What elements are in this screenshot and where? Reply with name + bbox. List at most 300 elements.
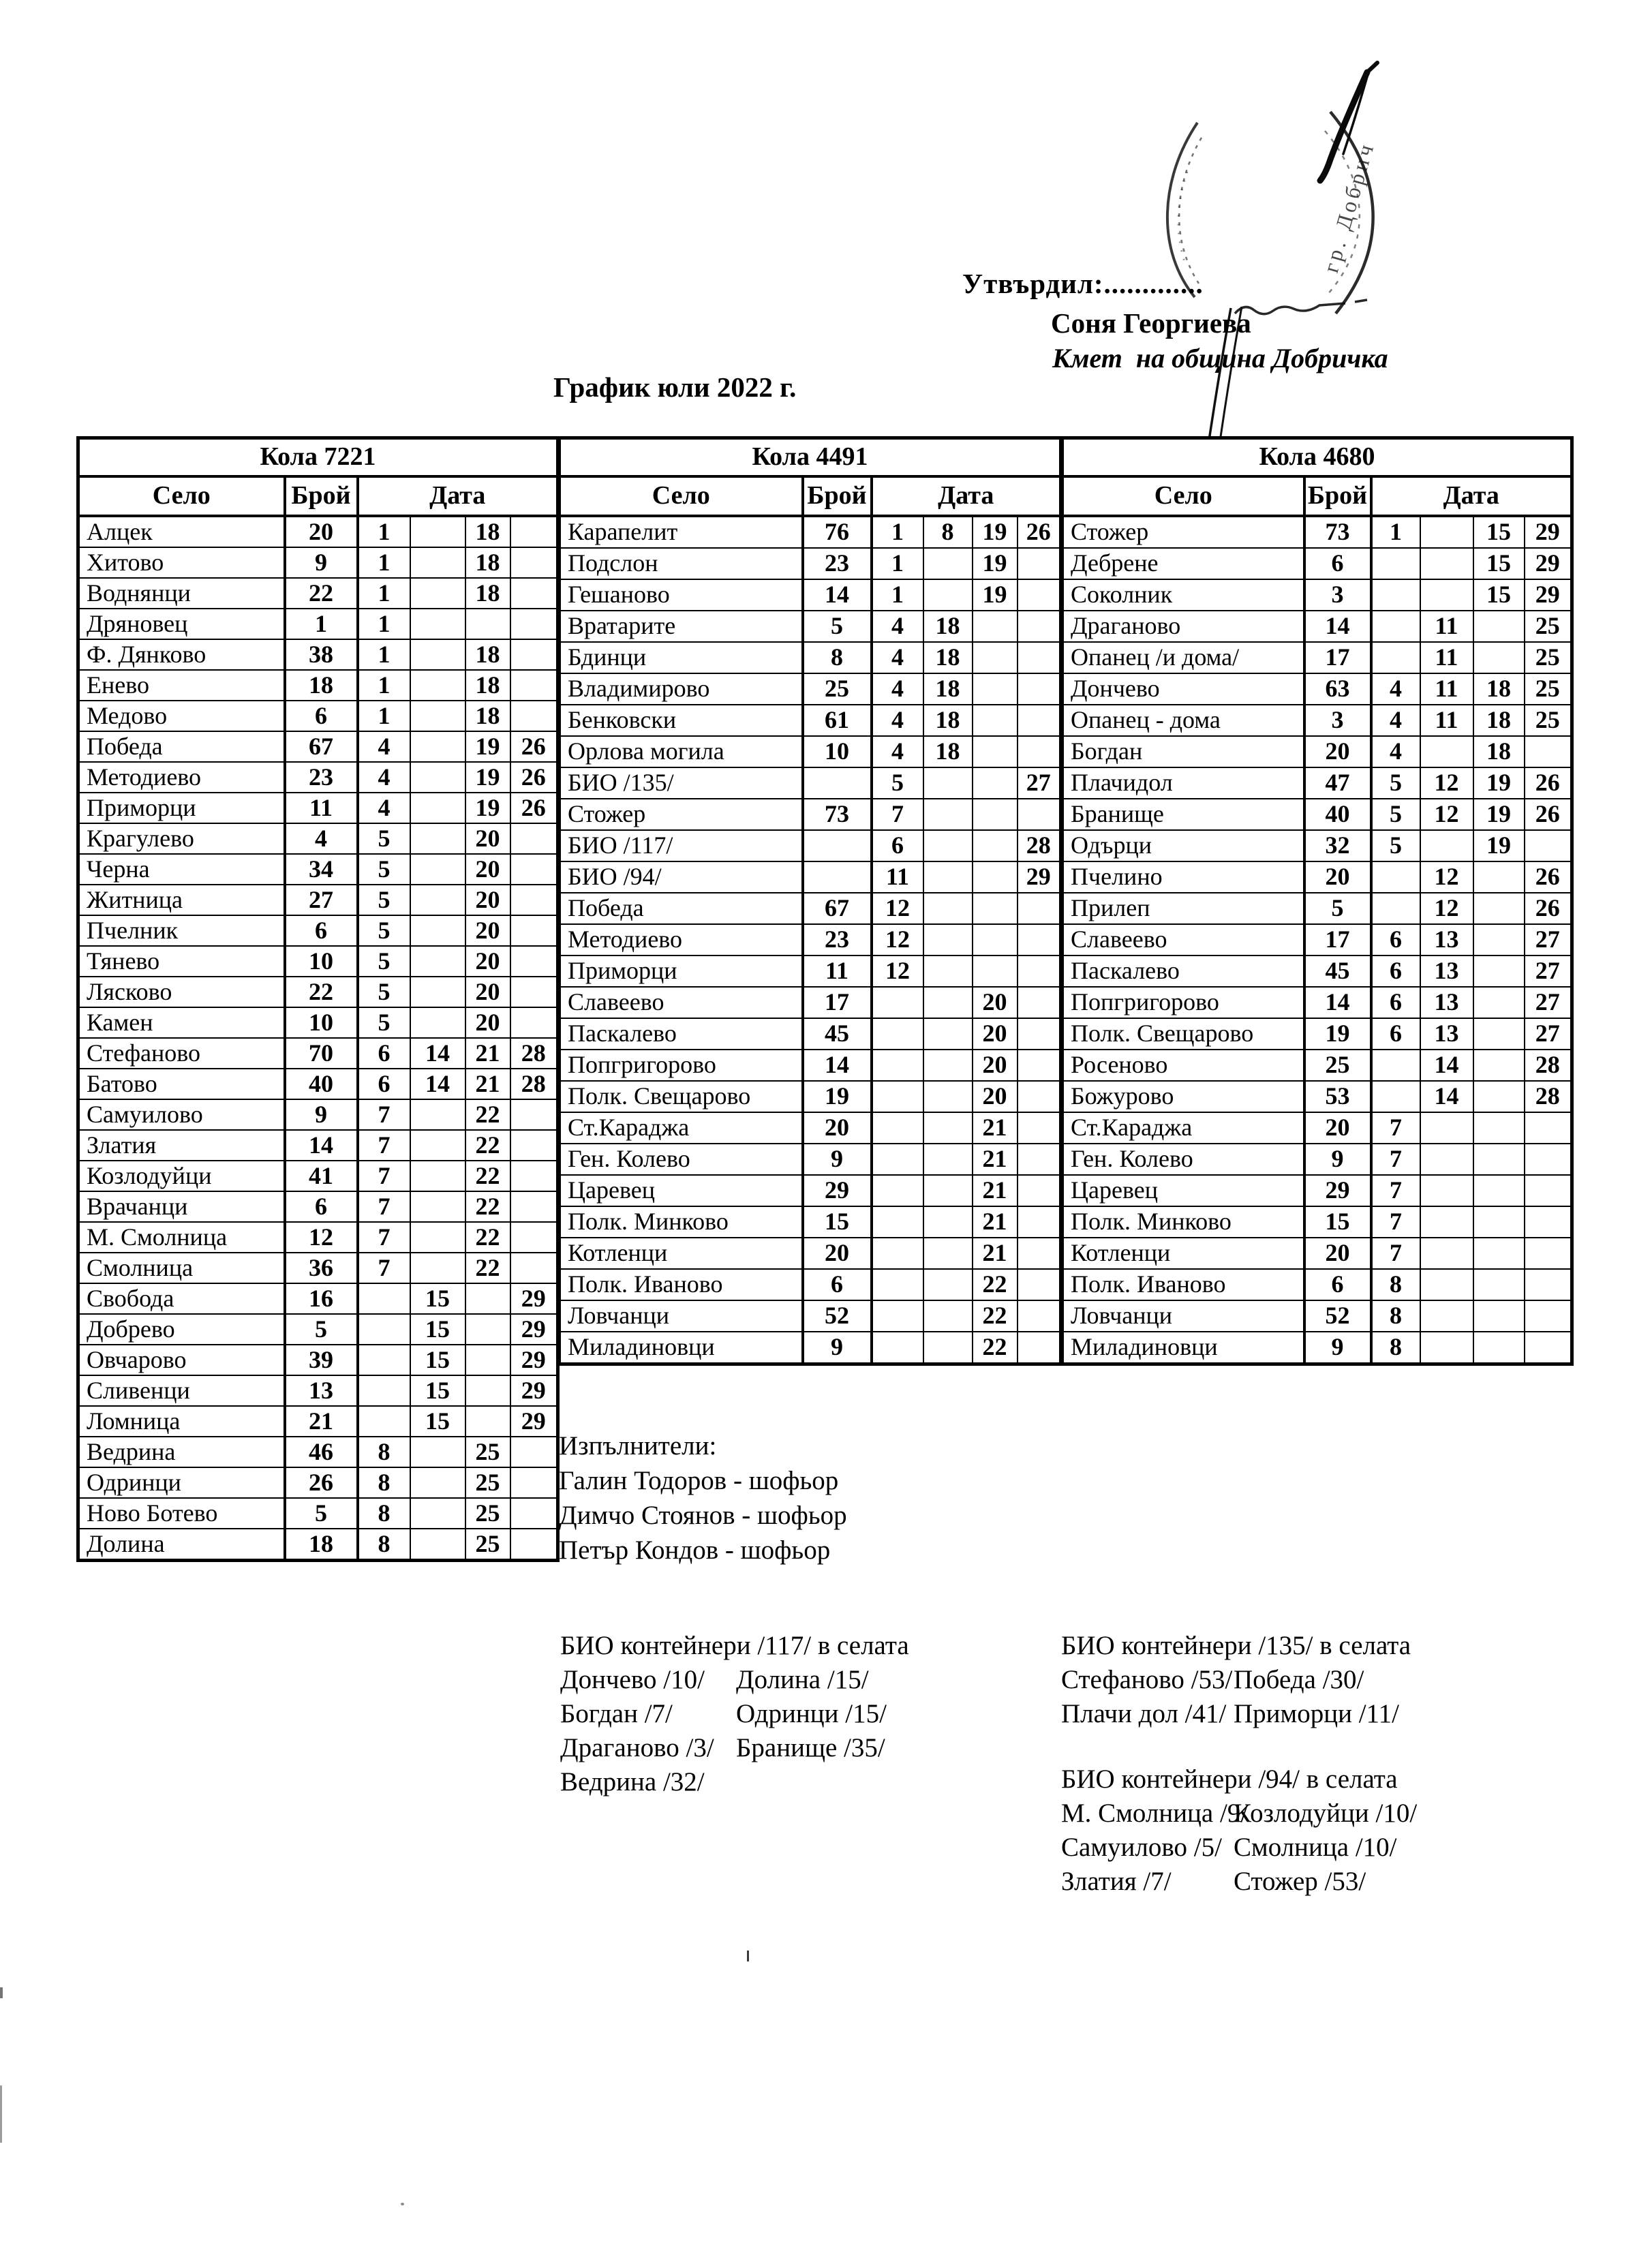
date-cell: 29 bbox=[510, 1406, 558, 1437]
bio-block-heading: БИО контейнери /135/ в селата bbox=[1061, 1631, 1411, 1660]
date-cell: 1 bbox=[872, 516, 923, 548]
date-cell bbox=[1420, 1112, 1473, 1144]
date-cell: 18 bbox=[923, 705, 973, 736]
date-cell bbox=[923, 830, 973, 861]
scan-edge-artifact bbox=[0, 2085, 2, 2143]
date-cell bbox=[1473, 611, 1525, 642]
date-cell bbox=[973, 642, 1018, 673]
village-cell: Паскалево bbox=[1062, 956, 1304, 987]
date-cell: 4 bbox=[358, 731, 410, 762]
table-row bbox=[560, 1081, 1061, 1112]
village-cell: Батово bbox=[78, 1069, 285, 1099]
page-title: График юли 2022 г. bbox=[553, 371, 797, 403]
village-cell: БИО /117/ bbox=[560, 830, 803, 861]
table-row bbox=[78, 1529, 558, 1561]
table-row bbox=[78, 1314, 558, 1345]
count-cell: 23 bbox=[803, 924, 872, 956]
village-cell: Свобода bbox=[78, 1283, 285, 1314]
date-cell bbox=[410, 1099, 465, 1130]
bio-village-item: Смолница /10/ bbox=[1234, 1833, 1397, 1862]
date-cell bbox=[1018, 1081, 1061, 1112]
executor-item: Петър Кондов - шофьор bbox=[559, 1535, 831, 1565]
table-row bbox=[78, 1437, 558, 1467]
date-cell: 21 bbox=[465, 1069, 510, 1099]
date-cell: 4 bbox=[872, 673, 923, 705]
date-cell bbox=[872, 1112, 923, 1144]
date-cell: 28 bbox=[510, 1038, 558, 1069]
date-cell: 19 bbox=[465, 731, 510, 762]
date-cell bbox=[1473, 1238, 1525, 1269]
table-row bbox=[560, 830, 1061, 861]
date-cell: 18 bbox=[1473, 705, 1525, 736]
date-cell bbox=[1473, 1300, 1525, 1332]
date-cell: 20 bbox=[465, 946, 510, 977]
count-cell: 9 bbox=[1304, 1332, 1371, 1364]
date-cell: 20 bbox=[973, 1081, 1018, 1112]
date-cell: 7 bbox=[1371, 1175, 1420, 1206]
date-cell bbox=[410, 762, 465, 793]
car-label: Кола 4680 bbox=[1062, 438, 1572, 477]
date-cell bbox=[872, 1206, 923, 1238]
date-cell: 25 bbox=[465, 1498, 510, 1529]
table-row bbox=[1062, 1269, 1572, 1300]
column-header-date: Дата bbox=[358, 476, 558, 516]
table-row bbox=[78, 793, 558, 823]
count-cell: 34 bbox=[285, 854, 358, 885]
date-cell: 6 bbox=[358, 1069, 410, 1099]
count-cell: 22 bbox=[285, 578, 358, 609]
table-row bbox=[78, 1161, 558, 1191]
table-row bbox=[1062, 830, 1572, 861]
date-cell: 21 bbox=[973, 1175, 1018, 1206]
village-cell: Полк. Иваново bbox=[560, 1269, 803, 1300]
village-cell: Пчелник bbox=[78, 915, 285, 946]
bio-village-item: М. Смолница /9/ bbox=[1061, 1799, 1249, 1828]
date-cell bbox=[510, 670, 558, 701]
village-cell: Котленци bbox=[560, 1238, 803, 1269]
village-cell: Медово bbox=[78, 701, 285, 731]
date-cell bbox=[1473, 1269, 1525, 1300]
date-cell: 7 bbox=[358, 1130, 410, 1161]
date-cell bbox=[358, 1406, 410, 1437]
table-row bbox=[560, 1175, 1061, 1206]
date-cell bbox=[1018, 1300, 1061, 1332]
date-cell bbox=[973, 830, 1018, 861]
village-cell: Методиево bbox=[78, 762, 285, 793]
date-cell: 1 bbox=[358, 639, 410, 670]
village-cell: Царевец bbox=[1062, 1175, 1304, 1206]
village-cell: Воднянци bbox=[78, 578, 285, 609]
date-cell bbox=[465, 1406, 510, 1437]
table-row bbox=[560, 705, 1061, 736]
table-row bbox=[1062, 1081, 1572, 1112]
date-cell bbox=[1018, 1112, 1061, 1144]
village-cell: Ломница bbox=[78, 1406, 285, 1437]
date-cell: 22 bbox=[465, 1222, 510, 1253]
date-cell: 5 bbox=[358, 823, 410, 854]
count-cell: 9 bbox=[803, 1332, 872, 1364]
village-cell: Славеево bbox=[560, 987, 803, 1018]
date-cell bbox=[358, 1345, 410, 1375]
village-cell: Полк. Иваново bbox=[1062, 1269, 1304, 1300]
count-cell: 52 bbox=[803, 1300, 872, 1332]
count-cell: 13 bbox=[285, 1375, 358, 1406]
date-cell bbox=[1420, 579, 1473, 611]
table-row bbox=[78, 701, 558, 731]
count-cell: 67 bbox=[803, 893, 872, 924]
date-cell bbox=[923, 1144, 973, 1175]
date-cell: 8 bbox=[923, 516, 973, 548]
date-cell: 18 bbox=[923, 642, 973, 673]
date-cell bbox=[465, 1375, 510, 1406]
table-row bbox=[78, 915, 558, 946]
date-cell bbox=[872, 1332, 923, 1364]
date-cell: 6 bbox=[872, 830, 923, 861]
village-cell: М. Смолница bbox=[78, 1222, 285, 1253]
date-cell: 26 bbox=[510, 793, 558, 823]
date-cell bbox=[410, 547, 465, 578]
date-cell bbox=[973, 956, 1018, 987]
village-cell: Самуилово bbox=[78, 1099, 285, 1130]
approved-label: Утвърдил:............. bbox=[962, 268, 1204, 299]
date-cell bbox=[410, 701, 465, 731]
count-cell bbox=[803, 830, 872, 861]
date-cell bbox=[1018, 1144, 1061, 1175]
date-cell: 26 bbox=[1525, 799, 1572, 830]
date-cell: 21 bbox=[973, 1112, 1018, 1144]
date-cell: 18 bbox=[923, 673, 973, 705]
date-cell: 25 bbox=[465, 1467, 510, 1498]
count-cell: 6 bbox=[285, 915, 358, 946]
village-cell: Миладиновци bbox=[560, 1332, 803, 1364]
date-cell: 28 bbox=[1525, 1081, 1572, 1112]
date-cell bbox=[973, 799, 1018, 830]
date-cell bbox=[973, 767, 1018, 799]
date-cell: 26 bbox=[510, 731, 558, 762]
table-row bbox=[78, 1038, 558, 1069]
date-cell: 19 bbox=[973, 548, 1018, 579]
count-cell: 20 bbox=[285, 516, 358, 547]
village-cell: Приморци bbox=[560, 956, 803, 987]
count-cell: 14 bbox=[803, 579, 872, 611]
date-cell bbox=[510, 1130, 558, 1161]
date-cell bbox=[1525, 830, 1572, 861]
count-cell: 36 bbox=[285, 1253, 358, 1283]
date-cell: 20 bbox=[465, 823, 510, 854]
table-row bbox=[1062, 893, 1572, 924]
column-header-village: Село bbox=[560, 476, 803, 516]
date-cell: 25 bbox=[465, 1437, 510, 1467]
table-row bbox=[560, 893, 1061, 924]
date-cell bbox=[510, 1253, 558, 1283]
date-cell: 22 bbox=[465, 1253, 510, 1283]
date-cell bbox=[410, 516, 465, 547]
village-cell: Одринци bbox=[78, 1467, 285, 1498]
count-cell: 23 bbox=[803, 548, 872, 579]
date-cell: 1 bbox=[872, 548, 923, 579]
date-cell: 12 bbox=[1420, 861, 1473, 893]
date-cell bbox=[410, 1253, 465, 1283]
village-cell: Соколник bbox=[1062, 579, 1304, 611]
count-cell: 21 bbox=[285, 1406, 358, 1437]
count-cell: 47 bbox=[1304, 767, 1371, 799]
count-cell: 39 bbox=[285, 1345, 358, 1375]
column-header-village: Село bbox=[1062, 476, 1304, 516]
village-cell: Миладиновци bbox=[1062, 1332, 1304, 1364]
stamp-right-icon bbox=[1318, 112, 1379, 314]
date-cell: 26 bbox=[1018, 516, 1061, 548]
date-cell bbox=[410, 946, 465, 977]
date-cell: 7 bbox=[1371, 1206, 1420, 1238]
column-header-date: Дата bbox=[1371, 476, 1572, 516]
table-row bbox=[560, 1018, 1061, 1050]
village-cell: Котленци bbox=[1062, 1238, 1304, 1269]
date-cell bbox=[1371, 1050, 1420, 1081]
count-cell: 38 bbox=[285, 639, 358, 670]
date-cell: 22 bbox=[465, 1130, 510, 1161]
date-cell bbox=[410, 1437, 465, 1467]
date-cell: 15 bbox=[1473, 579, 1525, 611]
count-cell: 20 bbox=[1304, 861, 1371, 893]
table-row bbox=[1062, 799, 1572, 830]
date-cell: 1 bbox=[358, 670, 410, 701]
table-row bbox=[560, 1300, 1061, 1332]
date-cell bbox=[410, 1007, 465, 1038]
table-row bbox=[560, 1112, 1061, 1144]
date-cell: 18 bbox=[465, 670, 510, 701]
table-row bbox=[78, 762, 558, 793]
village-cell: Гешаново bbox=[560, 579, 803, 611]
date-cell bbox=[1018, 956, 1061, 987]
village-cell: Златия bbox=[78, 1130, 285, 1161]
date-cell: 11 bbox=[1420, 705, 1473, 736]
date-cell: 21 bbox=[973, 1144, 1018, 1175]
table-row bbox=[78, 854, 558, 885]
count-cell: 29 bbox=[1304, 1175, 1371, 1206]
date-cell bbox=[1018, 548, 1061, 579]
date-cell bbox=[1473, 1206, 1525, 1238]
date-cell: 5 bbox=[1371, 767, 1420, 799]
table-row bbox=[1062, 1332, 1572, 1364]
table-row bbox=[560, 736, 1061, 767]
date-cell: 20 bbox=[973, 1018, 1018, 1050]
date-cell bbox=[1525, 1269, 1572, 1300]
village-cell: Плачидол bbox=[1062, 767, 1304, 799]
village-cell: Приморци bbox=[78, 793, 285, 823]
table-row bbox=[560, 516, 1061, 548]
table-row bbox=[1062, 548, 1572, 579]
date-cell: 27 bbox=[1525, 1018, 1572, 1050]
village-cell: Хитово bbox=[78, 547, 285, 578]
count-cell: 40 bbox=[1304, 799, 1371, 830]
table-row bbox=[1062, 516, 1572, 548]
count-cell: 18 bbox=[285, 1529, 358, 1561]
date-cell bbox=[923, 1300, 973, 1332]
table-row bbox=[1062, 767, 1572, 799]
count-cell: 70 bbox=[285, 1038, 358, 1069]
date-cell: 15 bbox=[410, 1345, 465, 1375]
date-cell bbox=[1473, 1018, 1525, 1050]
date-cell: 8 bbox=[1371, 1332, 1420, 1364]
date-cell bbox=[1525, 1332, 1572, 1364]
village-cell: Орлова могила bbox=[560, 736, 803, 767]
executors-block bbox=[559, 1428, 847, 1568]
date-cell: 6 bbox=[1371, 924, 1420, 956]
date-cell bbox=[465, 609, 510, 639]
count-cell: 9 bbox=[285, 547, 358, 578]
table-row bbox=[560, 767, 1061, 799]
date-cell bbox=[1473, 987, 1525, 1018]
table-row bbox=[78, 578, 558, 609]
date-cell: 13 bbox=[1420, 956, 1473, 987]
date-cell bbox=[1473, 924, 1525, 956]
village-cell: Победа bbox=[78, 731, 285, 762]
date-cell bbox=[510, 1222, 558, 1253]
village-cell: Прилеп bbox=[1062, 893, 1304, 924]
table-row bbox=[1062, 1175, 1572, 1206]
village-cell: Ново Ботево bbox=[78, 1498, 285, 1529]
count-cell: 14 bbox=[1304, 611, 1371, 642]
date-cell: 25 bbox=[1525, 673, 1572, 705]
schedule-tables bbox=[76, 436, 1574, 1562]
count-cell: 5 bbox=[285, 1498, 358, 1529]
bio-block-heading: БИО контейнери /94/ в селата bbox=[1061, 1764, 1398, 1794]
date-cell bbox=[410, 1467, 465, 1498]
date-cell: 20 bbox=[973, 987, 1018, 1018]
date-cell: 26 bbox=[1525, 861, 1572, 893]
village-cell: Карапелит bbox=[560, 516, 803, 548]
date-cell bbox=[1018, 987, 1061, 1018]
table-row bbox=[1062, 1018, 1572, 1050]
table-row bbox=[1062, 611, 1572, 642]
date-cell: 26 bbox=[1525, 893, 1572, 924]
count-cell: 6 bbox=[1304, 1269, 1371, 1300]
date-cell: 22 bbox=[465, 1191, 510, 1222]
date-cell: 18 bbox=[465, 639, 510, 670]
date-cell bbox=[510, 1191, 558, 1222]
date-cell: 8 bbox=[1371, 1300, 1420, 1332]
bio-village-item: Стожер /53/ bbox=[1234, 1867, 1366, 1896]
date-cell bbox=[1525, 1144, 1572, 1175]
date-cell: 1 bbox=[872, 579, 923, 611]
date-cell: 5 bbox=[358, 946, 410, 977]
date-cell bbox=[510, 701, 558, 731]
date-cell: 18 bbox=[465, 578, 510, 609]
date-cell bbox=[410, 793, 465, 823]
column-header-date: Дата bbox=[872, 476, 1061, 516]
count-cell: 73 bbox=[1304, 516, 1371, 548]
table-row bbox=[1062, 1050, 1572, 1081]
date-cell bbox=[923, 1081, 973, 1112]
date-cell: 5 bbox=[358, 977, 410, 1007]
date-cell bbox=[358, 1283, 410, 1314]
bio-village-item: Самуилово /5/ bbox=[1061, 1833, 1222, 1862]
table-row bbox=[78, 1191, 558, 1222]
signature-stroke-icon bbox=[1320, 63, 1377, 181]
table-row bbox=[78, 516, 558, 547]
village-cell: Богдан bbox=[1062, 736, 1304, 767]
date-cell bbox=[410, 609, 465, 639]
date-cell bbox=[1525, 736, 1572, 767]
date-cell: 22 bbox=[973, 1332, 1018, 1364]
table-row bbox=[1062, 642, 1572, 673]
date-cell bbox=[510, 977, 558, 1007]
date-cell bbox=[1371, 579, 1420, 611]
scan-speck bbox=[747, 1951, 749, 1961]
village-cell: Славеево bbox=[1062, 924, 1304, 956]
table-row bbox=[1062, 861, 1572, 893]
date-cell: 28 bbox=[1018, 830, 1061, 861]
bio-village-item: Богдан /7/ bbox=[560, 1699, 673, 1728]
village-cell: Драганово bbox=[1062, 611, 1304, 642]
count-cell: 8 bbox=[803, 642, 872, 673]
village-cell: Овчарово bbox=[78, 1345, 285, 1375]
date-cell: 20 bbox=[465, 1007, 510, 1038]
bio-village-item: Плачи дол /41/ bbox=[1061, 1699, 1227, 1728]
date-cell: 25 bbox=[465, 1529, 510, 1561]
date-cell: 7 bbox=[1371, 1144, 1420, 1175]
date-cell: 4 bbox=[1371, 736, 1420, 767]
date-cell: 1 bbox=[358, 701, 410, 731]
village-cell: Божурово bbox=[1062, 1081, 1304, 1112]
count-cell: 25 bbox=[803, 673, 872, 705]
table-row bbox=[560, 1269, 1061, 1300]
date-cell bbox=[1018, 1332, 1061, 1364]
date-cell: 19 bbox=[1473, 767, 1525, 799]
date-cell: 22 bbox=[973, 1300, 1018, 1332]
village-cell: Смолница bbox=[78, 1253, 285, 1283]
count-cell: 12 bbox=[285, 1222, 358, 1253]
table-row bbox=[78, 609, 558, 639]
date-cell: 22 bbox=[465, 1161, 510, 1191]
village-cell: Житница bbox=[78, 885, 285, 915]
date-cell bbox=[1420, 1300, 1473, 1332]
village-cell: Ловчанци bbox=[560, 1300, 803, 1332]
bio-village-item: Златия /7/ bbox=[1061, 1867, 1172, 1896]
village-cell: Дебрене bbox=[1062, 548, 1304, 579]
village-cell: Бенковски bbox=[560, 705, 803, 736]
table-row bbox=[1062, 987, 1572, 1018]
date-cell bbox=[410, 731, 465, 762]
date-cell bbox=[410, 977, 465, 1007]
date-cell bbox=[358, 1375, 410, 1406]
bio-village-item: Ведрина /32/ bbox=[560, 1767, 705, 1797]
date-cell: 29 bbox=[510, 1345, 558, 1375]
village-cell: Ведрина bbox=[78, 1437, 285, 1467]
date-cell: 14 bbox=[1420, 1050, 1473, 1081]
date-cell bbox=[923, 861, 973, 893]
date-cell: 15 bbox=[1473, 516, 1525, 548]
table-row bbox=[560, 673, 1061, 705]
village-cell: БИО /135/ bbox=[560, 767, 803, 799]
table-row bbox=[1062, 1206, 1572, 1238]
village-cell: Вратарите bbox=[560, 611, 803, 642]
date-cell: 5 bbox=[358, 854, 410, 885]
date-cell: 19 bbox=[1473, 830, 1525, 861]
count-cell: 10 bbox=[803, 736, 872, 767]
table-row bbox=[560, 924, 1061, 956]
date-cell bbox=[1018, 893, 1061, 924]
date-cell: 7 bbox=[1371, 1238, 1420, 1269]
date-cell: 27 bbox=[1525, 987, 1572, 1018]
date-cell bbox=[1018, 1175, 1061, 1206]
date-cell: 11 bbox=[1420, 673, 1473, 705]
date-cell: 19 bbox=[465, 793, 510, 823]
bio-containers-94-block bbox=[1061, 1762, 1418, 1896]
count-cell: 3 bbox=[1304, 579, 1371, 611]
date-cell: 6 bbox=[1371, 956, 1420, 987]
date-cell bbox=[923, 987, 973, 1018]
